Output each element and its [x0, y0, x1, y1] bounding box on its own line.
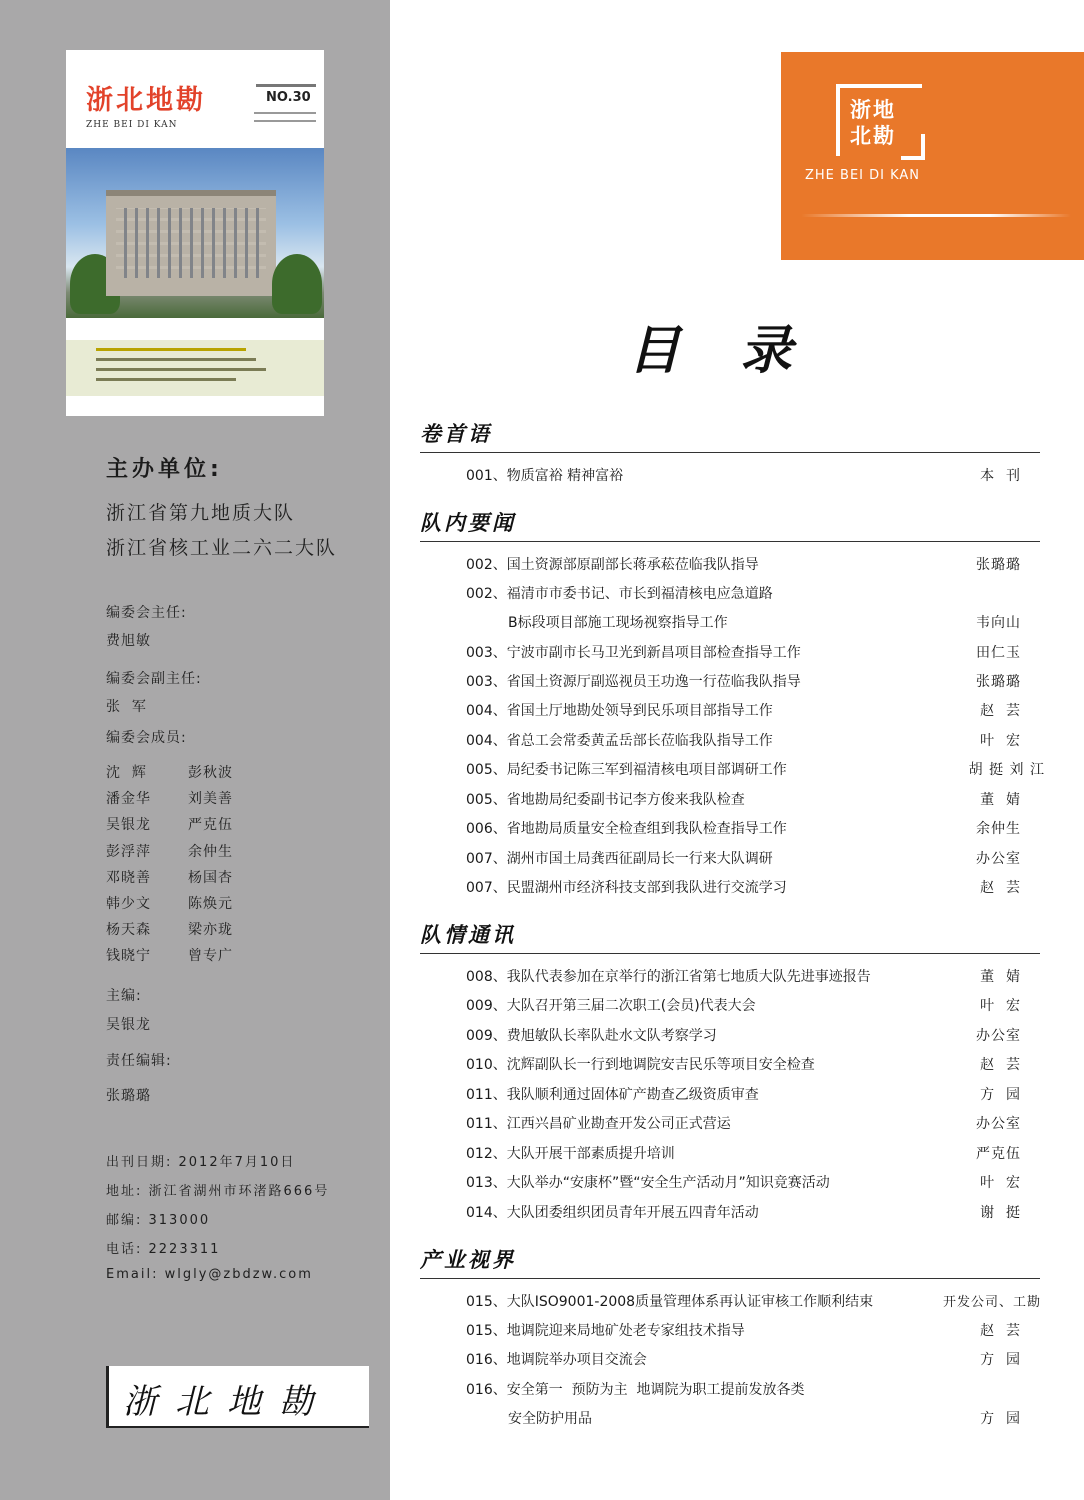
toc-entry[interactable]: 010、沈辉副队长一行到地调院安吉民乐等项目安全检查 赵 芸: [466, 1054, 1041, 1078]
deputy-name: 张 军: [106, 699, 147, 715]
brand-badge: [781, 52, 1084, 260]
toc-entry[interactable]: 011、我队顺利通过固体矿产勘查乙级资质审查 方 园: [466, 1084, 1041, 1108]
brand-line-2: 北勘: [850, 124, 896, 148]
cover-meta-line: [254, 120, 316, 122]
entry-author: 严克伍: [976, 1146, 1021, 1162]
entry-title: 大队举办“安康杯”暨“安全生产活动月”知识竞赛活动: [506, 1175, 830, 1191]
entry-author: 叶 宏: [980, 998, 1021, 1014]
entry-title: 大队开展干部素质提升培训: [506, 1146, 675, 1162]
entry-number: 002: [466, 586, 493, 602]
entry-number: 014: [466, 1205, 493, 1221]
toc-entry[interactable]: 007、民盟湖州市经济科技支部到我队进行交流学习 赵 芸: [466, 877, 1041, 901]
member-name: 刘美善: [188, 791, 233, 808]
toc-entry[interactable]: 016、地调院举办项目交流会 方 园: [466, 1349, 1041, 1373]
entry-author: 田仁玉: [976, 645, 1021, 661]
entry-author: 赵 芸: [980, 1057, 1021, 1073]
entry-author: 董 婧: [980, 792, 1021, 808]
entry-title: 大队团委组织团员青年开展五四青年活动: [506, 1205, 759, 1221]
entry-title: 省地勘局质量安全检查组到我队检查指导工作: [506, 821, 787, 837]
toc-entry[interactable]: 002、福清市市委书记、市长到福清核电应急道路: [466, 586, 773, 602]
section-divider: [420, 953, 1040, 954]
entry-title: 省国土资源厅副巡视员王功逸一行莅临我队指导: [506, 674, 801, 690]
toc-entry[interactable]: 016、安全第一 预防为主 地调院为职工提前发放各类: [466, 1382, 805, 1398]
toc-entry[interactable]: 002、国土资源部原副部长蒋承菘莅临我队指导 张璐璐: [466, 554, 1041, 578]
entry-number: 001: [466, 468, 493, 484]
cover-headlines: [66, 340, 324, 396]
calligraphy-logo: [106, 1366, 369, 1428]
toc-entry-author-row: [466, 1408, 1041, 1432]
section-divider: [420, 541, 1040, 542]
entry-author: 方 园: [980, 1411, 1021, 1427]
phone: 电话: 2223311: [106, 1242, 221, 1257]
toc-entry[interactable]: 004、省国土厅地勘处领导到民乐项目部指导工作 赵 芸: [466, 700, 1041, 724]
entry-title: 费旭敏队长率队赴水文队考察学习: [506, 1028, 717, 1044]
entry-author: 赵 芸: [980, 880, 1021, 896]
member-name: 沈 辉: [106, 765, 147, 781]
entry-title: 物质富裕 精神富裕: [506, 468, 624, 484]
sidebar: [0, 0, 390, 1500]
toc-entry[interactable]: 009、大队召开第三届二次职工(会员)代表大会 叶 宏: [466, 995, 1041, 1019]
section-heading: 队情通讯: [420, 922, 516, 947]
entry-title: 福清市市委书记、市长到福清核电应急道路: [506, 586, 773, 602]
logo-text: 浙北地勘: [123, 1382, 331, 1422]
entry-number: 009: [466, 998, 493, 1014]
member-name: 邓晓善: [106, 869, 151, 886]
cover-meta-line: [254, 112, 316, 114]
entry-number: 009: [466, 1028, 493, 1044]
member-name: 钱晓宁: [106, 948, 151, 965]
entry-author: 办公室: [976, 1028, 1021, 1044]
editor-label: 主编:: [106, 988, 142, 1004]
member-name: 韩少文: [106, 895, 151, 912]
cover-issue: NO.30: [266, 90, 311, 105]
entry-number: 006: [466, 821, 493, 837]
entry-number: 004: [466, 703, 493, 719]
entry-title: 地调院举办项目交流会: [506, 1352, 647, 1368]
entry-title: 大队召开第三届二次职工(会员)代表大会: [506, 998, 756, 1014]
toc-entry[interactable]: 005、局纪委书记陈三军到福清核电项目部调研工作 胡 挺 刘 江: [466, 759, 1041, 783]
entry-author: 方 园: [980, 1352, 1021, 1368]
entry-title: 我队顺利通过固体矿产勘查乙级资质审查: [506, 1087, 759, 1103]
member-name: 彭秋波: [188, 765, 233, 781]
entry-title: 大队ISO9001-2008质量管理体系再认证审核工作顺利结束: [506, 1294, 874, 1310]
building-image: [106, 190, 276, 296]
entry-author: 叶 宏: [980, 1175, 1021, 1191]
section-divider: [420, 1278, 1040, 1279]
toc-entry-author-row: [466, 612, 1041, 636]
toc-entry[interactable]: 007、湖州市国土局龚西征副局长一行来大队调研 办公室: [466, 848, 1041, 872]
publish-date: 出刊日期: 2012年7月10日: [106, 1155, 296, 1170]
section-heading: 队内要闻: [420, 510, 516, 535]
email[interactable]: Email: wlgly@zbdzw.com: [106, 1267, 313, 1282]
toc-entry[interactable]: 006、省地勘局质量安全检查组到我队检查指导工作 余仲生: [466, 818, 1041, 842]
sponsor-label: 主办单位:: [106, 457, 223, 482]
members-list: [106, 762, 306, 972]
entry-number: 013: [466, 1175, 493, 1191]
cover-pinyin: ZHE BEI DI KAN: [86, 120, 178, 130]
resp-editor-name: 张璐璐: [106, 1088, 151, 1104]
member-name: 潘金华: [106, 791, 151, 808]
toc-entry[interactable]: 004、省总工会常委黄孟岳部长莅临我队指导工作 叶 宏: [466, 730, 1041, 754]
toc-entry[interactable]: 015、地调院迎来局地矿处老专家组技术指导 赵 芸: [466, 1320, 1041, 1344]
entry-number: 010: [466, 1057, 493, 1073]
postcode: 邮编: 313000: [106, 1213, 211, 1228]
entry-number: 004: [466, 733, 493, 749]
cover-title: 浙北地勘: [86, 85, 206, 116]
entry-author: 谢 挺: [980, 1205, 1021, 1221]
toc-entry[interactable]: 012、大队开展干部素质提升培训 严克伍: [466, 1143, 1041, 1167]
entry-number: 016: [466, 1382, 493, 1398]
member-name: 余仲生: [188, 843, 233, 860]
resp-editor-label: 责任编辑:: [106, 1053, 172, 1069]
entry-author: 张璐璐: [976, 557, 1021, 573]
toc-entry[interactable]: 014、大队团委组织团员青年开展五四青年活动 谢 挺: [466, 1202, 1041, 1226]
section-heading: 卷首语: [420, 421, 492, 446]
entry-author: 开发公司、工勘: [942, 1295, 1041, 1310]
brand-pinyin: ZHE BEI DI KAN: [805, 168, 921, 183]
sponsor-2: 浙江省核工业二六二大队: [106, 537, 338, 559]
toc-entry[interactable]: 015、大队ISO9001-2008质量管理体系再认证审核工作顺利结束 开发公司、工勘: [466, 1291, 1041, 1315]
member-name: 杨天森: [106, 922, 151, 939]
cover-year-line: [256, 84, 316, 87]
entry-title: 我队代表参加在京举行的浙江省第七地质大队先进事迹报告: [506, 969, 871, 985]
brand-underline: [801, 214, 1071, 217]
entry-title: 宁波市副市长马卫光到新昌项目部检查指导工作: [506, 645, 801, 661]
entry-title: 国土资源部原副部长蒋承菘莅临我队指导: [506, 557, 759, 573]
toc-entry[interactable]: 005、省地勘局纪委副书记李方俊来我队检查 董 婧: [466, 789, 1041, 813]
entry-author: 张璐璐: [976, 674, 1021, 690]
entry-title: 省地勘局纪委副书记李方俊来我队检查: [506, 792, 745, 808]
entry-author: 赵 芸: [980, 1323, 1021, 1339]
member-name: 杨国杏: [188, 869, 233, 886]
toc-entry[interactable]: 003、宁波市副市长马卫光到新昌项目部检查指导工作 田仁玉: [466, 642, 1041, 666]
entry-title: 地调院迎来局地矿处老专家组技术指导: [506, 1323, 745, 1339]
entry-title: 江西兴昌矿业勘查开发公司正式营运: [506, 1116, 731, 1132]
entry-number: 008: [466, 969, 493, 985]
deputy-label: 编委会副主任:: [106, 671, 202, 687]
entry-number: 007: [466, 880, 493, 896]
entry-number: 005: [466, 792, 493, 808]
section-divider: [420, 452, 1040, 453]
entry-number: 011: [466, 1087, 493, 1103]
entry-number: 011: [466, 1116, 493, 1132]
toc-entry[interactable]: 003、省国土资源厅副巡视员王功逸一行莅临我队指导 张璐璐: [466, 671, 1041, 695]
toc-entry[interactable]: 009、费旭敏队长率队赴水文队考察学习 办公室: [466, 1025, 1041, 1049]
entry-title: 省总工会常委黄孟岳部长莅临我队指导工作: [506, 733, 773, 749]
entry-author: 本 刊: [980, 468, 1021, 484]
toc-entry[interactable]: 013、大队举办“安康杯”暨“安全生产活动月”知识竞赛活动 叶 宏: [466, 1172, 1041, 1196]
tree-image: [272, 254, 322, 314]
entry-number: 015: [466, 1294, 493, 1310]
entry-author: 办公室: [976, 851, 1021, 867]
entry-author: 赵 芸: [980, 703, 1021, 719]
toc-entry[interactable]: 011、江西兴昌矿业勘查开发公司正式营运 办公室: [466, 1113, 1041, 1137]
entry-title-continued[interactable]: 安全防护用品: [508, 1411, 592, 1427]
entry-number: 005: [466, 762, 493, 778]
member-name: 梁亦珑: [188, 922, 233, 939]
member-name: 严克伍: [188, 817, 233, 834]
entry-title: 安全第一 预防为主 地调院为职工提前发放各类: [506, 1382, 805, 1398]
member-name: 曾专广: [188, 948, 233, 965]
entry-author: 方 园: [980, 1087, 1021, 1103]
entry-number: 012: [466, 1146, 493, 1162]
magazine-cover[interactable]: [66, 50, 324, 416]
toc-title: 目录: [628, 320, 853, 381]
director-label: 编委会主任:: [106, 605, 187, 621]
entry-author: 办公室: [976, 1116, 1021, 1132]
brand-corner: [901, 134, 925, 160]
entry-number: 003: [466, 645, 493, 661]
section-heading: 产业视界: [420, 1247, 516, 1272]
entry-number: 003: [466, 674, 493, 690]
entry-title: 局纪委书记陈三军到福清核电项目部调研工作: [506, 762, 787, 778]
sponsor-1: 浙江省第九地质大队: [106, 502, 296, 524]
entry-author: 余仲生: [976, 821, 1021, 837]
entry-author: 叶 宏: [980, 733, 1021, 749]
director-name: 费旭敏: [106, 633, 151, 649]
entry-title-continued[interactable]: B标段项目部施工现场视察指导工作: [508, 615, 728, 631]
entry-title: 湖州市国土局龚西征副局长一行来大队调研: [506, 851, 773, 867]
entry-number: 015: [466, 1323, 493, 1339]
entry-author: 董 婧: [980, 969, 1021, 985]
entry-author: 韦向山: [976, 615, 1021, 631]
toc-entry[interactable]: 001、物质富裕 精神富裕 本 刊: [466, 465, 1041, 489]
brand-line-1: 浙地: [850, 98, 896, 122]
member-name: 陈焕元: [188, 895, 233, 912]
members-label: 编委会成员:: [106, 730, 187, 746]
address: 地址: 浙江省湖州市环渚路666号: [106, 1184, 330, 1199]
cover-photo: [66, 148, 324, 318]
toc-entry[interactable]: 008、我队代表参加在京举行的浙江省第七地质大队先进事迹报告 董 婧: [466, 966, 1041, 990]
entry-number: 007: [466, 851, 493, 867]
entry-title: 省国土厅地勘处领导到民乐项目部指导工作: [506, 703, 773, 719]
member-name: 彭浮萍: [106, 843, 151, 860]
entry-title: 沈辉副队长一行到地调院安吉民乐等项目安全检查: [506, 1057, 815, 1073]
entry-number: 002: [466, 557, 493, 573]
entry-author: 胡 挺 刘 江: [968, 762, 1045, 778]
member-name: 吴银龙: [106, 817, 151, 834]
entry-title: 民盟湖州市经济科技支部到我队进行交流学习: [506, 880, 787, 896]
editor-name: 吴银龙: [106, 1017, 151, 1033]
entry-number: 016: [466, 1352, 493, 1368]
